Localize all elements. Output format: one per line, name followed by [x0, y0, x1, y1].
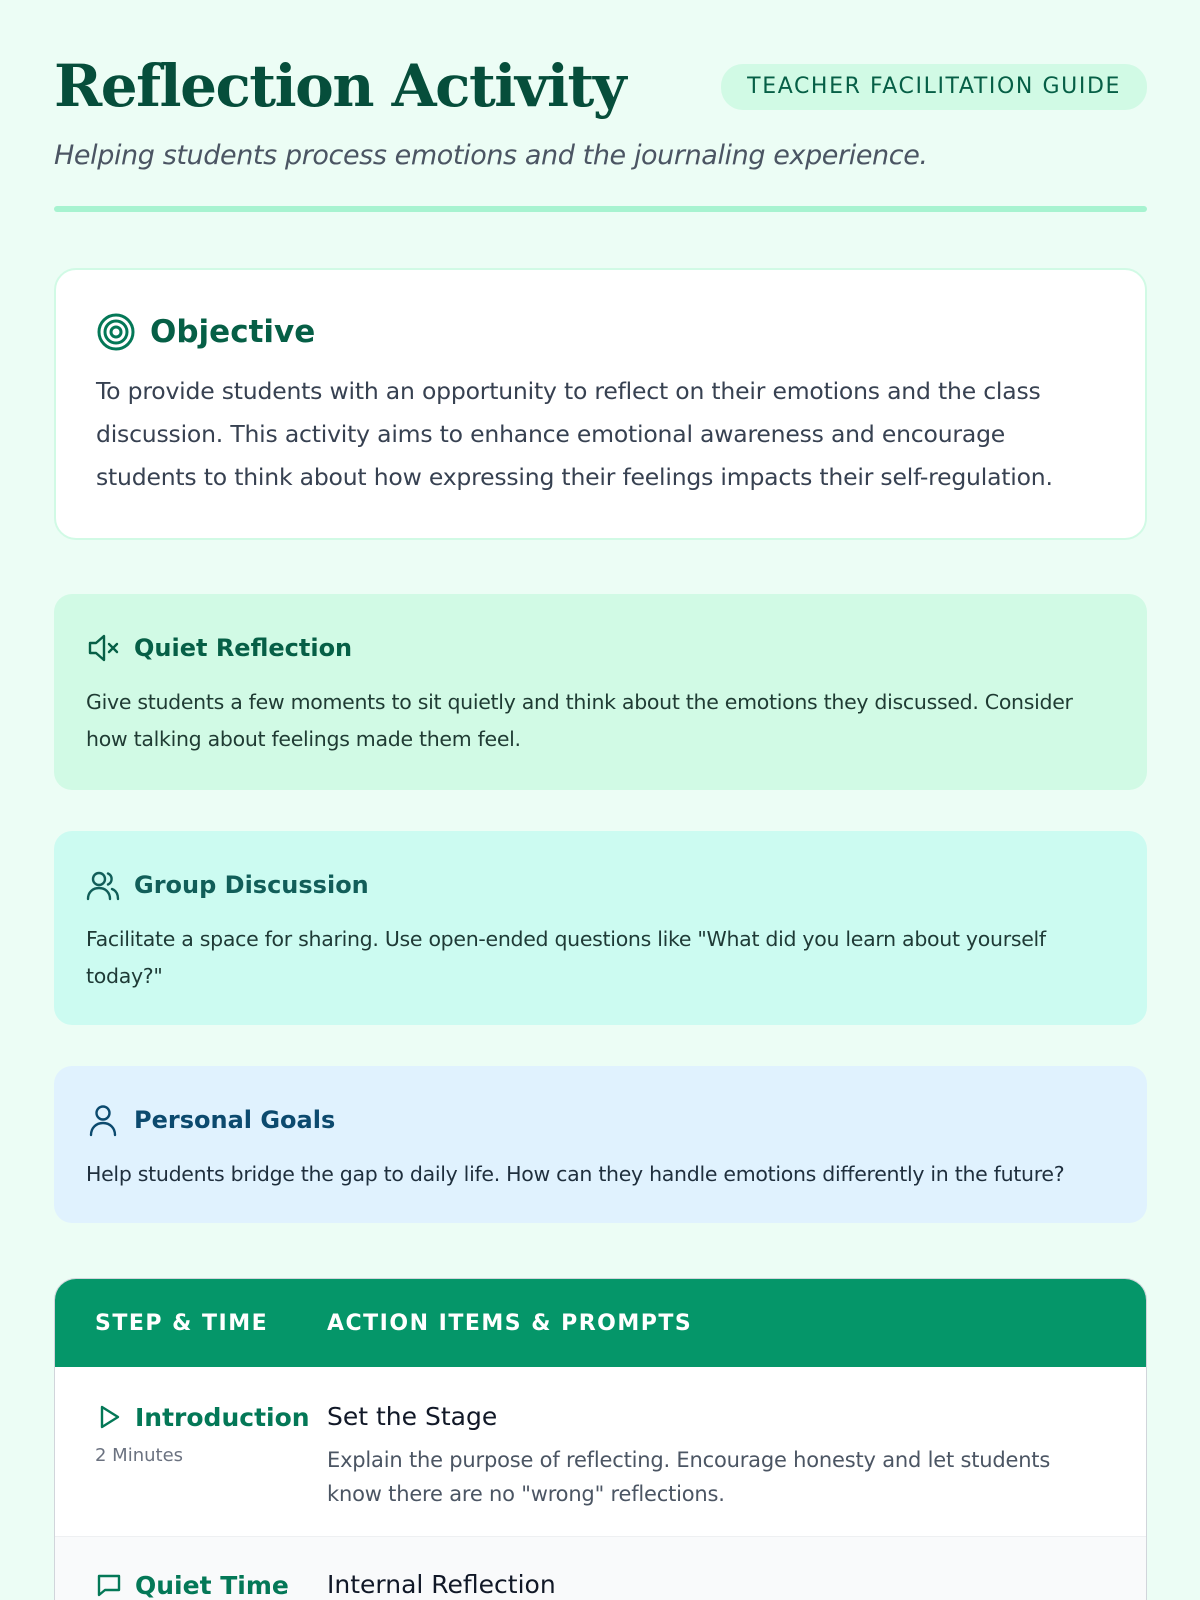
steps-table [54, 1278, 1147, 1600]
objective-card [54, 268, 1147, 540]
objective-heading: Objective [150, 314, 316, 350]
action-title: Internal Reflection [327, 1570, 556, 1599]
header [54, 0, 1147, 212]
personal-goals-card [54, 1066, 1147, 1223]
card-text: Give students a few moments to sit quietly and think about the emotions they discussed. Consider how talking about feelings made them feel. [86, 690, 1073, 751]
action-description: Explain the purpose of reflecting. Encourage honesty and let students know there are no "wrong" reflections. [327, 1448, 1051, 1506]
volume-mute-icon [86, 631, 120, 665]
page-title: Reflection Activity [54, 52, 626, 120]
header-divider [54, 206, 1147, 212]
target-icon [96, 312, 136, 352]
card-text: Help students bridge the gap to daily life. How can they handle emotions differently in the future? [86, 1162, 1065, 1186]
guide-badge: TEACHER FACILITATION GUIDE [721, 64, 1147, 110]
group-discussion-card [54, 831, 1147, 1025]
page [54, 0, 1147, 1600]
quiet-reflection-card [54, 594, 1147, 790]
card-text: Facilitate a space for sharing. Use open-ended questions like "What did you learn about yourself today?" [86, 927, 1046, 988]
step-name: Quiet Time [135, 1570, 289, 1600]
card-heading: Personal Goals [134, 1106, 336, 1134]
table-row [55, 1537, 1146, 1600]
step-name: Introduction [135, 1402, 310, 1432]
message-icon [95, 1571, 123, 1599]
step-time: 2 Minutes [95, 1445, 184, 1466]
objective-text: To provide students with an opportunity to reflect on their emotions and the class discussion. This activity aims to enhance emotional awareness and encourage students to think about how expressing their feelings impacts their self-regulation. [96, 377, 1053, 491]
user-icon [86, 1103, 120, 1137]
column-header-step: STEP & TIME [95, 1310, 269, 1336]
column-header-actions: ACTION ITEMS & PROMPTS [327, 1310, 693, 1336]
users-icon [86, 868, 120, 902]
table-row [55, 1367, 1146, 1537]
play-icon [95, 1403, 123, 1431]
page-subtitle: Helping students process emotions and the journaling experience. [54, 140, 928, 171]
table-header [55, 1279, 1146, 1367]
card-heading: Quiet Reflection [134, 634, 353, 662]
action-title: Set the Stage [327, 1402, 498, 1431]
card-heading: Group Discussion [134, 871, 369, 899]
